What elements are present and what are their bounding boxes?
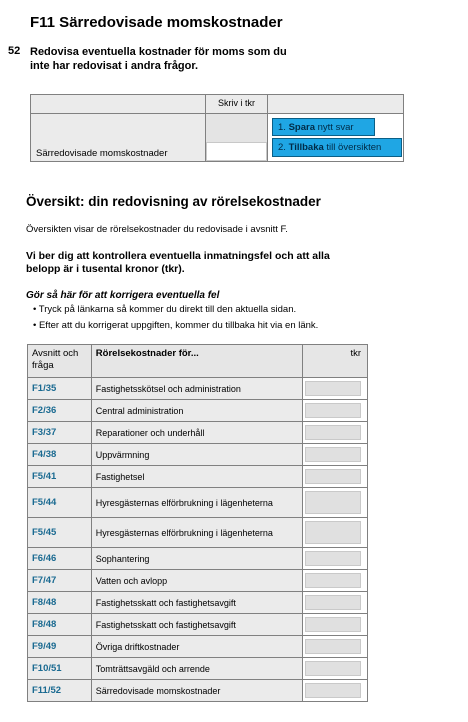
question-link[interactable]: F10/51 bbox=[32, 663, 62, 674]
code-cell bbox=[28, 466, 92, 488]
code-cell bbox=[28, 422, 92, 444]
column-header-skriv-i-tkr: Skriv i tkr bbox=[218, 98, 255, 108]
divider bbox=[267, 94, 268, 162]
instruction-text: Tryck på länkarna så kommer du direkt till den aktuella sidan. bbox=[38, 304, 297, 315]
row-label-sarredovisade-momskostnader: Särredovisade momskostnader bbox=[36, 148, 168, 159]
table-row bbox=[28, 614, 368, 636]
code-cell bbox=[28, 570, 92, 592]
description-cell: Fastighetsel bbox=[91, 466, 302, 488]
question-link[interactable]: F2/36 bbox=[32, 405, 57, 416]
table-row bbox=[28, 378, 368, 400]
back-prefix: 2. bbox=[278, 142, 286, 153]
table-header-row bbox=[28, 345, 368, 378]
value-cell bbox=[303, 488, 368, 518]
code-cell bbox=[28, 614, 92, 636]
amount-display bbox=[305, 639, 361, 654]
value-cell bbox=[303, 466, 368, 488]
back-rest-label: till översikten bbox=[326, 142, 382, 153]
description-cell: Tomträttsavgäld och arrende bbox=[91, 658, 302, 680]
table-row bbox=[28, 466, 368, 488]
amount-display bbox=[305, 551, 361, 566]
overview-title: Översikt: din redovisning av rörelsekostnader bbox=[26, 194, 321, 209]
description-cell: Fastighetsskötsel och administration bbox=[91, 378, 302, 400]
section-title: F11 Särredovisade momskostnader bbox=[30, 14, 283, 31]
table-body bbox=[28, 378, 368, 702]
description-cell: Sophantering bbox=[91, 548, 302, 570]
question-link[interactable]: F11/52 bbox=[32, 685, 62, 696]
description-cell: Fastighetsskatt och fastighetsavgift bbox=[91, 592, 302, 614]
question-link[interactable]: F9/49 bbox=[32, 641, 57, 652]
save-prefix: 1. bbox=[278, 122, 286, 133]
code-cell bbox=[28, 378, 92, 400]
code-cell bbox=[28, 400, 92, 422]
value-cell bbox=[303, 422, 368, 444]
amount-display bbox=[305, 447, 361, 462]
check-note: Vi ber dig att kontrollera eventuella inmatningsfel och att alla belopp är i tusental kronor (tkr). bbox=[26, 250, 330, 275]
code-cell bbox=[28, 636, 92, 658]
code-cell bbox=[28, 658, 92, 680]
description-cell: Uppvärmning bbox=[91, 444, 302, 466]
fix-instructions-title: Gör så här för att korrigera eventuella fel bbox=[26, 290, 220, 301]
amount-display bbox=[305, 573, 361, 588]
instruction-text: Efter att du korrigerat uppgiften, kommer du tillbaka hit via en länk. bbox=[38, 320, 319, 331]
table-row bbox=[28, 444, 368, 466]
table-row bbox=[28, 658, 368, 680]
value-cell bbox=[303, 400, 368, 422]
code-cell bbox=[28, 518, 92, 548]
value-cell bbox=[303, 444, 368, 466]
question-text: Redovisa eventuella kostnader för moms som du inte har redovisat i andra frågor. bbox=[30, 46, 287, 72]
table-row bbox=[28, 518, 368, 548]
table-row bbox=[28, 592, 368, 614]
question-number: 52 bbox=[8, 45, 21, 57]
value-cell bbox=[303, 378, 368, 400]
description-cell: Reparationer och underhåll bbox=[91, 422, 302, 444]
table-row bbox=[28, 570, 368, 592]
value-cell bbox=[303, 680, 368, 702]
question-link[interactable]: F5/45 bbox=[32, 527, 57, 538]
description-cell: Övriga driftkostnader bbox=[91, 636, 302, 658]
question-link[interactable]: F4/38 bbox=[32, 449, 57, 460]
back-to-overview-button[interactable] bbox=[272, 138, 402, 157]
question-link[interactable]: F5/41 bbox=[32, 471, 57, 482]
column-header-tkr: tkr bbox=[303, 345, 368, 378]
question-link[interactable]: F8/48 bbox=[32, 597, 57, 608]
table-row bbox=[28, 400, 368, 422]
amount-display bbox=[305, 381, 361, 396]
question-link[interactable]: F6/46 bbox=[32, 553, 57, 564]
code-cell bbox=[28, 548, 92, 570]
column-header-code: Avsnitt och fråga bbox=[28, 345, 92, 378]
value-cell bbox=[303, 658, 368, 680]
question-link[interactable]: F1/35 bbox=[32, 383, 57, 394]
table-row bbox=[28, 548, 368, 570]
value-cell bbox=[303, 614, 368, 636]
amount-display bbox=[305, 425, 361, 440]
amount-display bbox=[305, 683, 361, 698]
description-cell: Särredovisade momskostnader bbox=[91, 680, 302, 702]
amount-display bbox=[305, 521, 361, 544]
value-cell bbox=[303, 548, 368, 570]
table-row bbox=[28, 422, 368, 444]
amount-display bbox=[305, 617, 361, 632]
table-row bbox=[28, 636, 368, 658]
amount-display bbox=[305, 491, 361, 514]
amount-display bbox=[305, 469, 361, 484]
save-rest-label: nytt svar bbox=[317, 122, 354, 133]
input-cell-shade bbox=[206, 114, 267, 142]
question-link[interactable]: F8/48 bbox=[32, 619, 57, 630]
question-link[interactable]: F7/47 bbox=[32, 575, 57, 586]
table-row bbox=[28, 680, 368, 702]
description-cell: Central administration bbox=[91, 400, 302, 422]
description-cell: Hyresgästernas elförbrukning i lägenheterna bbox=[91, 488, 302, 518]
question-link[interactable]: F5/44 bbox=[32, 497, 57, 508]
momskostnader-amount-input[interactable] bbox=[206, 142, 267, 161]
instruction-bullet: • Tryck på länkarna så kommer du direkt till den aktuella sidan. bbox=[33, 304, 297, 315]
save-bold-label: Spara bbox=[288, 122, 315, 133]
value-cell bbox=[303, 570, 368, 592]
code-cell bbox=[28, 592, 92, 614]
code-cell bbox=[28, 680, 92, 702]
save-new-answer-button[interactable] bbox=[272, 118, 375, 136]
amount-display bbox=[305, 595, 361, 610]
question-link[interactable]: F3/37 bbox=[32, 427, 57, 438]
description-cell: Hyresgästernas elförbrukning i lägenheterna bbox=[91, 518, 302, 548]
column-header-description: Rörelsekostnader för... bbox=[91, 345, 302, 378]
overview-table bbox=[27, 344, 368, 702]
description-cell: Vatten och avlopp bbox=[91, 570, 302, 592]
value-cell bbox=[303, 592, 368, 614]
description-cell: Fastighetsskatt och fastighetsavgift bbox=[91, 614, 302, 636]
amount-display bbox=[305, 403, 361, 418]
amount-display bbox=[305, 661, 361, 676]
back-bold-label: Tillbaka bbox=[288, 142, 324, 153]
value-cell bbox=[303, 636, 368, 658]
overview-description: Översikten visar de rörelsekostnader du redovisade i avsnitt F. bbox=[26, 224, 288, 235]
value-cell bbox=[303, 518, 368, 548]
code-cell bbox=[28, 488, 92, 518]
instruction-bullet: • Efter att du korrigerat uppgiften, kommer du tillbaka hit via en länk. bbox=[33, 320, 319, 331]
table-row bbox=[28, 488, 368, 518]
code-cell bbox=[28, 444, 92, 466]
